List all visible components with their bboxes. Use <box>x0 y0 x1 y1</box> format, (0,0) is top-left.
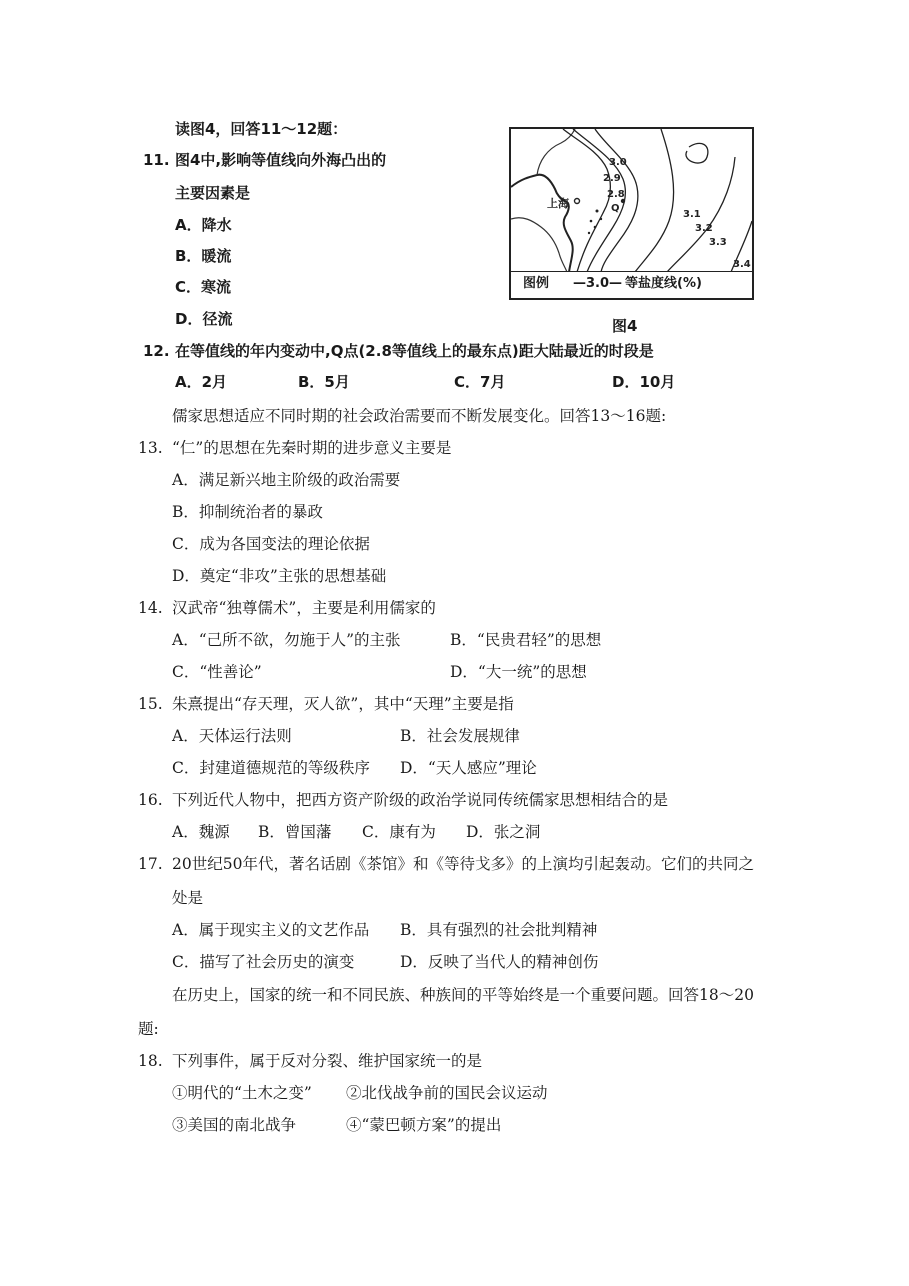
question-11-stem: 图4中,影响等值线向外海凸出的 <box>175 151 387 169</box>
isoline-label-3-1: 3.1 <box>683 209 701 220</box>
question-16-option-d: D．张之洞 <box>466 823 541 841</box>
map-intro: 读图4，回答11～12题： <box>175 120 348 138</box>
question-14-number: 14. <box>138 599 163 617</box>
question-18-option-2: ②北伐战争前的国民会议运动 <box>346 1084 548 1102</box>
map-legend <box>511 271 752 298</box>
question-11-number: 11. <box>143 151 170 169</box>
question-12-number: 12. <box>143 342 170 360</box>
question-17-option-b: B．具有强烈的社会批判精神 <box>400 921 598 939</box>
question-12-stem: 在等值线的年内变动中,Q点(2.8等值线上的最东点)距大陆最近的时段是 <box>175 342 654 360</box>
question-17-stem-cont: 处是 <box>172 889 204 907</box>
question-15-option-d: D．“天人感应”理论 <box>400 759 537 777</box>
question-15-option-c: C．封建道德规范的等级秩序 <box>172 759 370 777</box>
question-16-option-a: A．魏源 <box>172 823 230 841</box>
question-12-option-b: B．5月 <box>298 373 350 391</box>
question-11-option-d: D．径流 <box>175 310 233 328</box>
question-11-option-b: B．暖流 <box>175 247 232 265</box>
isoline-label-3-4: 3.4 <box>733 259 751 270</box>
question-14-option-d: D．“大一统”的思想 <box>450 663 587 681</box>
question-11-option-c: C．寒流 <box>175 278 232 296</box>
question-14-option-b: B．“民贵君轻”的思想 <box>450 631 602 649</box>
question-13-option-c: C．成为各国变法的理论依据 <box>172 535 370 553</box>
isoline-label-2-9: 2.9 <box>603 173 621 184</box>
question-17-stem: 20世纪50年代，著名话剧《茶馆》和《等待戈多》的上演均引起轰动。它们的共同之 <box>172 855 754 873</box>
question-17-option-a: A．属于现实主义的文艺作品 <box>172 921 370 939</box>
salinity-map <box>509 127 754 300</box>
question-15-option-a: A．天体运行法则 <box>172 727 292 745</box>
question-17-option-c: C．描写了社会历史的演变 <box>172 953 355 971</box>
legend-label: 图例 <box>523 276 550 291</box>
question-13-number: 13. <box>138 439 163 457</box>
isoline-label-3-2: 3.2 <box>695 223 713 234</box>
question-16-number: 16. <box>138 791 163 809</box>
question-13-option-a: A．满足新兴地主阶级的政治需要 <box>172 471 401 489</box>
question-15-number: 15. <box>138 695 163 713</box>
question-15-option-b: B．社会发展规律 <box>400 727 520 745</box>
question-12-option-a: A．2月 <box>175 373 228 391</box>
question-18-option-1: ①明代的“土木之变” <box>172 1084 312 1102</box>
confucian-intro: 儒家思想适应不同时期的社会政治需要而不断发展变化。回答13～16题: <box>172 407 667 425</box>
question-13-option-b: B．抑制统治者的暴政 <box>172 503 323 521</box>
question-16-option-c: C．康有为 <box>362 823 436 841</box>
isoline-label-3-3: 3.3 <box>709 237 727 248</box>
legend-sample-line: —3.0— <box>573 276 623 291</box>
question-12-option-d: D．10月 <box>612 373 676 391</box>
question-17-number: 17. <box>138 855 163 873</box>
question-17-option-d: D．反映了当代人的精神创伤 <box>400 953 599 971</box>
isoline-label-2-8: 2.8 <box>607 189 625 200</box>
question-11-option-a: A．降水 <box>175 216 232 234</box>
question-11-stem-cont: 主要因素是 <box>175 184 251 202</box>
question-14-option-a: A．“己所不欲，勿施于人”的主张 <box>172 631 401 649</box>
question-12-option-c: C．7月 <box>454 373 506 391</box>
question-18-option-3: ③美国的南北战争 <box>172 1116 297 1134</box>
question-13-option-d: D．奠定“非攻”主张的思想基础 <box>172 567 387 585</box>
unity-intro: 在历史上，国家的统一和不同民族、种族间的平等始终是一个重要问题。回答18～20 <box>172 986 754 1004</box>
question-15-stem: 朱熹提出“存天理，灭人欲”，其中“天理”主要是指 <box>172 695 514 713</box>
q-point-label: Q <box>611 203 620 214</box>
question-16-option-b: B．曾国藩 <box>258 823 332 841</box>
question-18-option-4: ④“蒙巴顿方案”的提出 <box>346 1116 502 1134</box>
question-16-stem: 下列近代人物中，把西方资产阶级的政治学说同传统儒家思想相结合的是 <box>172 791 669 809</box>
place-label-shanghai: 上海 <box>547 197 569 210</box>
figure-caption: 图4 <box>612 317 638 335</box>
question-18-number: 18. <box>138 1052 163 1070</box>
legend-text: 等盐度线(%) <box>625 276 702 291</box>
unity-intro-cont: 题: <box>138 1020 159 1038</box>
question-14-stem: 汉武帝“独尊儒术”，主要是利用儒家的 <box>172 599 436 617</box>
question-13-stem: “仁”的思想在先秦时期的进步意义主要是 <box>172 439 452 457</box>
question-14-option-c: C．“性善论” <box>172 663 262 681</box>
question-18-stem: 下列事件，属于反对分裂、维护国家统一的是 <box>172 1052 483 1070</box>
isoline-label-3-0: 3.0 <box>609 157 627 168</box>
